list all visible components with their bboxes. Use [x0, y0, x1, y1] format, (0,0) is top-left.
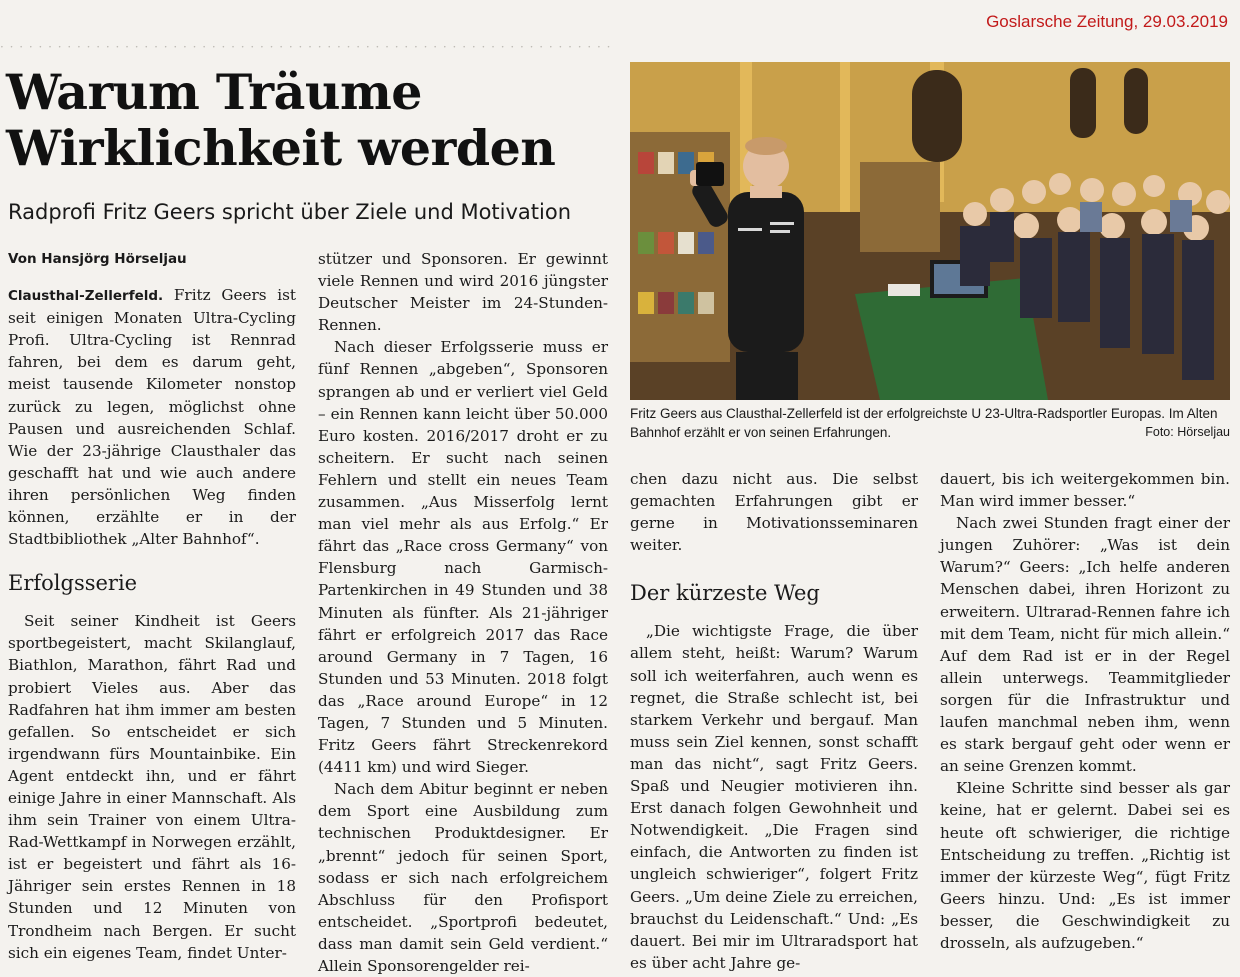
paragraph: Nach dem Abitur beginnt er neben dem Sport eine Ausbildung zum technischen Produktdesigner. Er „brennt“ jedoch für seinen Sport, sodass er sich nach erfolgreichem Abschluss für den Profisport entscheidet. „Sportprofi bedeutet, dass man damit sein Geld verdient.“ Allein Sponsorengelder rei-	[318, 780, 608, 975]
newspaper-source-label: Goslarsche Zeitung, 29.03.2019	[986, 12, 1228, 31]
article-column-1	[8, 248, 296, 964]
bleed-through-strip: · · · · · · · · · · · · · · · · · · · · · · · · · · · · · · · · · · · · · · · · · · · · · · · · · · · · · · · · · · · · · · · ·	[0, 40, 612, 54]
photo-credit: Foto: Hörseljau	[1145, 425, 1230, 439]
paragraph: Seit seiner Kindheit ist Geers sportbegeistert, macht Skilanglauf, Biathlon, Marathon, fährt Rad und probiert Vieles aus. Aber das Radfahren hat ihm immer am besten gefallen. So entscheidet er sich irgendwann fürs Mountainbike. Ein Agent entdeckt ihn, und er fährt einige Jahre in einer Mannschaft. Als ihm sein Trainer von einem Ultra-Rad-Wettkampf in Norwegen erzählt, ist er begeistert und fährt als 16-Jähriger sein erstes Rennen in 18 Stunden und 12 Minuten von Trondheim nach Bergen. Er sucht sich ein eigenes Team, findet Unter-	[8, 612, 296, 962]
dateline: Clausthal-Zellerfeld.	[8, 288, 164, 305]
section-heading-erfolgsserie: Erfolgsserie	[8, 571, 138, 596]
subheadline: Radprofi Fritz Geers spricht über Ziele und Motivation	[8, 200, 572, 224]
photo-caption: Fritz Geers aus Clausthal-Zellerfeld ist der erfolgreichste U 23-Ultra-Radsportler Europas. Im Alten Bahnhof erzählt er von seinen Erfahrungen. Foto: Hörseljau	[630, 406, 1230, 440]
byline: Von Hansjörg Hörseljau	[8, 251, 187, 267]
paragraph: Nach zwei Stunden fragt einer der jungen Zuhörer: „Was ist dein Warum?“ Geers: „Ich helfe anderen Menschen dabei, ihren Horizont zu erweitern. Ultrarad-Rennen fahre ich mit dem Team, nicht für mich allein.“ Auf dem Rad ist er in der Regel allein unterwegs. Teammitglieder sorgen für die Infrastruktur und laufen manchmal neben ihm, wenn es stark bergauf geht oder wenn er an seine Grenzen kommt.	[940, 514, 1230, 776]
article-column-2	[318, 248, 608, 977]
section-heading-der-kuerzeste-weg: Der kürzeste Weg	[630, 581, 820, 606]
paragraph: Nach dieser Erfolgsserie muss er fünf Rennen „abgeben“, Sponsoren sprangen ab und er verliert viel Geld – ein Rennen kann leicht über 50.000 Euro kosten. 2016/2017 droht er zu scheitern. Er sucht nach seinen Fehlern und stellt ein neues Team zusammen. „Aus Misserfolg lernt man viel mehr als aus Erfolg.“ Er fährt das „Race cross Germany“ von Flensburg nach Garmisch-Partenkirchen in 49 Stunden und 38 Minuten als fünfter. Als 21-jähriger fährt er erfolgreich 2017 das Race around Germany in 7 Tagen, 16 Stunden und 53 Minuten. 2018 folgt das „Race around Europe“ in 12 Tagen, 7 Stunden und 5 Minuten. Fritz Geers fährt Streckenrekord (4411 km) und wird Sieger.	[318, 338, 608, 777]
paragraph: chen dazu nicht aus. Die selbst gemachten Erfahrungen gibt er gerne in Motivationsseminaren weiter.	[630, 470, 918, 555]
paragraph: Kleine Schritte sind besser als gar keine, hat er gelernt. Dabei sei es heute oft schwieriger, die richtige Entscheidung zu treffen. „Richtig ist immer der kürzeste Weg“, fügt Fritz Geers hinzu. Und: „Es ist immer besser, die Geschwindigkeit zu drosseln, als aufzugeben.“	[940, 779, 1230, 952]
article-column-3	[630, 468, 918, 974]
article-column-4	[940, 468, 1230, 954]
headline-line-1: Warum Träume	[6, 63, 422, 121]
headline	[6, 64, 606, 176]
intro-paragraph: Clausthal-Zellerfeld. Fritz Geers ist seit einigen Monaten Ultra-Cycling Profi. Ultra-Cycling ist Rennrad fahren, bei dem es darum geht, meist tausende Kilometer nonstop zurück zu legen, möglichst ohne Pausen und ausreichenden Schlaf. Wie der 23-jährige Clausthaler das geschafft hat und wie auch andere ihren persönlichen Weg finden können, erzählte er in der Stadtbibliothek „Alter Bahnhof“.	[8, 286, 296, 549]
article-photo	[630, 62, 1230, 400]
paragraph: stützer und Sponsoren. Er gewinnt viele Rennen und wird 2016 jüngster Deutscher Meister im 24-Stunden-Rennen.	[318, 250, 608, 335]
paragraph: dauert, bis ich weitergekommen bin. Man wird immer besser.“	[940, 470, 1230, 511]
paragraph: „Die wichtigste Frage, die über allem steht, heißt: Warum? Warum soll ich weiterfahren, auch wenn es regnet, die Straße schlecht ist, bei starkem Verkehr und bergauf. Man muss sein Ziel kennen, sonst schafft man das nicht“, sagt Fritz Geers. Spaß und Neugier motivieren ihn. Erst danach folgen Gewohnheit und Notwendigkeit. „Die Fragen sind einfach, die Antworten zu finden ist ungleich schwieriger“, folgert Fritz Geers. „Um deine Ziele zu erreichen, brauchst du Leidenschaft.“ Und: „Es dauert. Bei mir im Ultraradsport hat es über acht Jahre ge-	[630, 622, 918, 972]
headline-line-2: Wirklichkeit werden	[6, 119, 556, 177]
